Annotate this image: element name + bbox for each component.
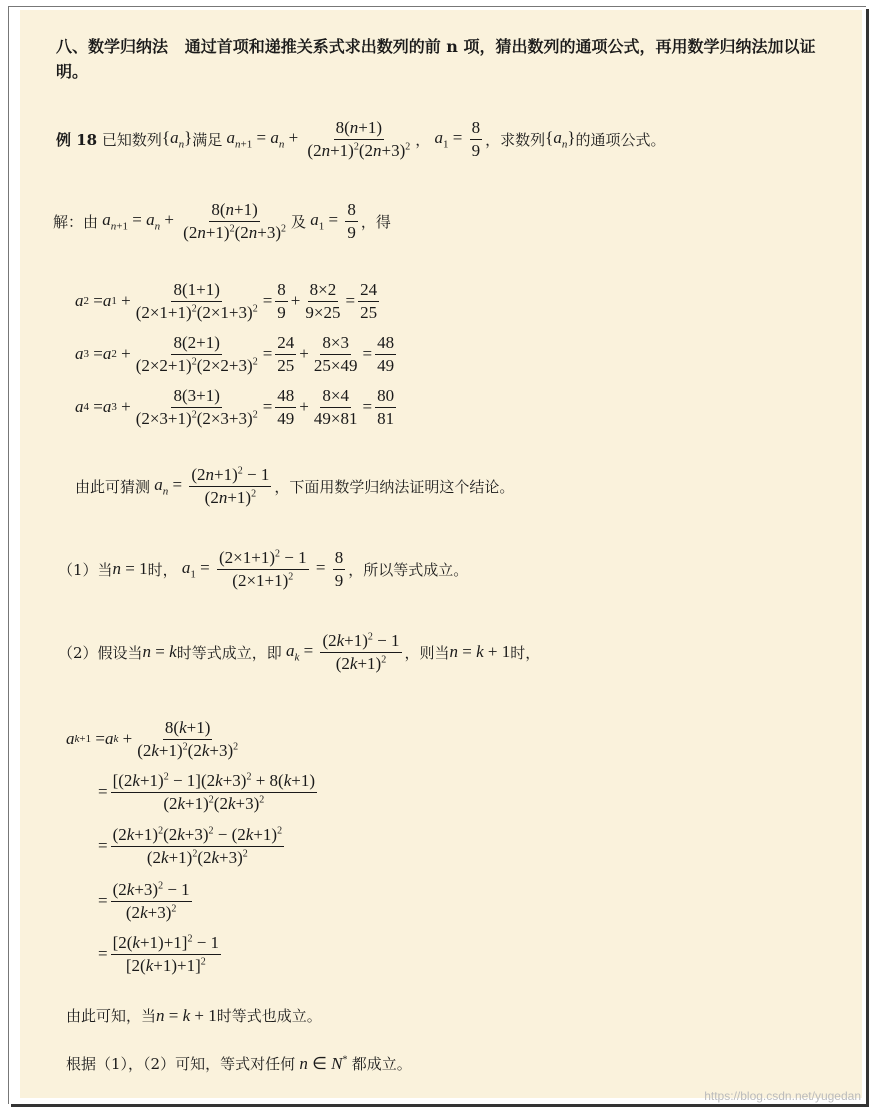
proof-step-2: （2）假设当 n = k 时等式成立，即 $a_k$ = $\frac{(2k+1)^2 - 1}{(2k+1)^2}$ ，则当 n = k + 1 时，: [58, 631, 541, 673]
conclusion-2: 根据（1），（2）可知，等式对任何 n ∈ N* 都成立。: [66, 1053, 412, 1073]
section-heading: [56, 34, 826, 84]
a2-computation: a 2 = a 1 + $\frac{8(1+1)}{(2\times 1+1)^2(2\times 1+3)^2}$ = $\frac{8}{9}$ + $\frac{8\times 2}{9\times 25}$ = $\frac{24}{25}$: [75, 280, 378, 322]
section-description: 通过首项和递推关系式求出数列的前 n 项，猜出数列的通项公式，再用数学归纳法加以证明。: [56, 37, 816, 81]
section-label: 八、数学归纳法: [56, 37, 169, 56]
derivation-line-3: = $\frac{(2k+1)^2(2k+3)^2 - (2k+1)^2}{(2k+1)^2(2k+3)^2}$: [98, 825, 283, 867]
watermark: https://blog.csdn.net/yugedan: [704, 1089, 861, 1103]
solution-intro: 解：由 $a_{n+1} = a_n$ + $\frac{8(n+1)}{(2n+1)^2(2n+3)^2}$ 及 $a_1$ = $\frac{8}{9}$ ，得: [53, 200, 391, 242]
example-statement: 例 18 已知数列 $\{a_n\}$ 满足 $a_{n+1} = a_n$ + $\frac{8(n+1)}{(2n+1)^2(2n+3)^2}$ ， $a_1$ = $\frac{8}{9}$ ，求数列 $\{a_n\}$ 的通项公式。: [56, 118, 666, 160]
conjecture: 由此可猜测 $a_n$ = $\frac{(2n+1)^2 - 1}{(2n+1)^2}$ ，下面用数学归纳法证明这个结论。: [75, 465, 515, 507]
derivation-line-1: a k+1 = a k + $\frac{8(k+1)}{(2k+1)^2(2k+3)^2}$: [66, 718, 239, 760]
derivation-line-2: = $\frac{[(2k+1)^2 - 1](2k+3)^2 + 8(k+1)}{(2k+1)^2(2k+3)^2}$: [98, 771, 315, 813]
a4-computation: a 4 = a 3 + $\frac{8(3+1)}{(2\times 3+1)^2(2\times 3+3)^2}$ = $\frac{48}{49}$ + $\frac{8\times 4}{49\times 81}$ = $\frac{80}{81}$: [75, 386, 395, 428]
conclusion-1: 由此可知，当 n = k + 1 时等式也成立。: [66, 1005, 322, 1025]
example-label: 例 18: [56, 130, 98, 149]
a3-computation: a 3 = a 2 + $\frac{8(2+1)}{(2\times 2+1)^2(2\times 2+3)^2}$ = $\frac{24}{25}$ + $\frac{8\times 3}{25\times 49}$ = $\frac{48}{49}$: [75, 333, 395, 375]
proof-step-1: （1）当 n = 1 时， $a_1$ = $\frac{(2\times 1+1)^2 - 1}{(2\times 1+1)^2}$ = $\frac{8}{9}$ ，所以等式成立。: [58, 548, 469, 590]
derivation-line-4: = $\frac{(2k+3)^2 - 1}{(2k+3)^2}$: [98, 880, 190, 922]
recurrence-formula: $a_{n+1} = a_n$ + $\frac{8(n+1)}{(2n+1)^2(2n+3)^2}$: [226, 118, 411, 160]
derivation-line-5: = $\frac{[2(k+1)+1]^2 - 1}{[2(k+1)+1]^2}$: [98, 933, 220, 975]
initial-term: $a_1$ = $\frac{8}{9}$: [434, 118, 481, 160]
